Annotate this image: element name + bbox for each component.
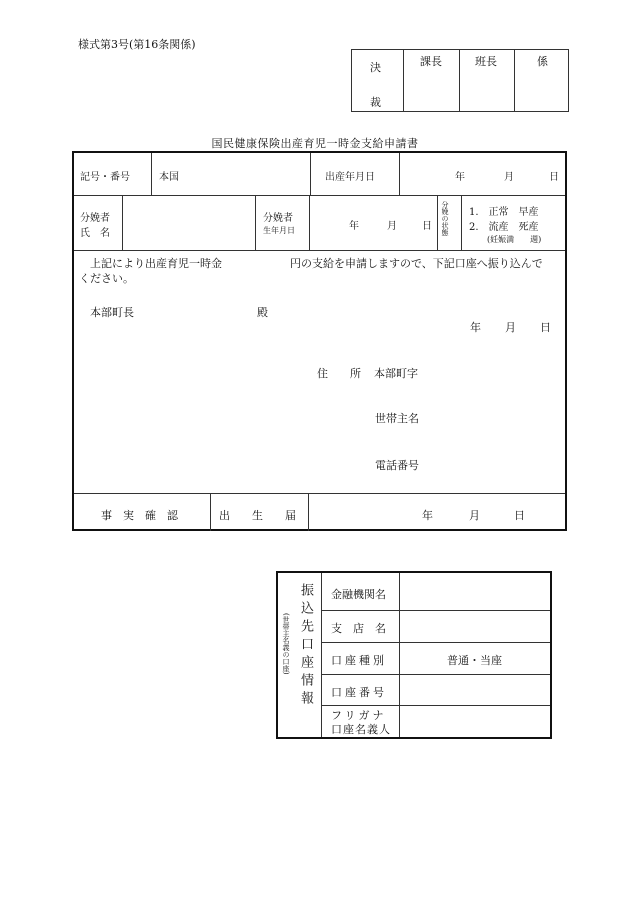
transfer-account-note: (世帯主名義の口座) [282,613,290,675]
date-month: 月 [505,321,516,334]
date-year: 年 [470,321,481,334]
mother-dob-label-2: 生年月日 [263,226,295,235]
account-type-label: 口座種別 [331,654,387,667]
account-type-value: 普通・当座 [447,654,502,667]
account-number-label: 口座番号 [331,686,387,699]
phone-label: 電話番号 [375,459,419,472]
birth-month: 月 [504,172,514,183]
report-year: 年 [422,509,433,522]
mother-name-label-1: 分娩者 [80,213,110,224]
report-month: 月 [469,509,480,522]
account-holder-label: 口座名義人 [331,723,391,736]
kigo-label: 記号・番号 [80,172,130,183]
status-line-3: (妊娠満 週) [487,235,542,244]
birth-year: 年 [455,172,465,183]
address-label: 住 所 [317,367,361,380]
status-line-2: 2. 流産 死産 [469,222,539,233]
approval-hancho: 班長 [475,55,497,68]
branch-label: 支 店 名 [331,622,386,635]
household-head-label: 世帯主名 [375,412,419,425]
form-number: 様式第3号(第16条関係) [78,38,196,51]
kigo-value: 本国 [159,172,179,183]
dob-year: 年 [349,221,359,232]
fact-check-label: 事 実 確 認 [101,509,178,522]
honorific: 殿 [257,306,268,319]
address-value: 本部町字 [374,367,418,380]
mother-name-label-2: 氏 名 [80,228,110,239]
institution-label: 金融機関名 [331,588,386,601]
approval-ketsu: 決 [370,61,381,74]
dob-month: 月 [387,221,397,232]
birth-report-label: 出 生 届 [219,509,296,522]
approval-sai: 裁 [370,96,381,109]
approval-kacho: 課長 [420,55,442,68]
mother-dob-label-1: 分娩者 [263,213,293,224]
delivery-status-label: 分娩の状態 [441,201,449,236]
dob-day: 日 [422,221,432,232]
request-text-b: 円の支給を申請しますので、下記口座へ振り込んで [290,257,543,270]
approval-grid [351,49,569,112]
request-text-a: 上記により出産育児一時金 [90,257,222,270]
form-title: 国民健康保険出産育児一時金支給申請書 [211,137,419,150]
birth-date-label: 出産年月日 [325,172,375,183]
date-day: 日 [540,321,551,334]
furigana-label: フリガナ [331,709,387,722]
approval-kakari: 係 [537,55,548,68]
addressee: 本部町長 [90,306,134,319]
bank-account-box [276,571,552,739]
report-day: 日 [514,509,525,522]
application-table [72,151,567,531]
status-line-1: 1. 正常 早産 [469,207,539,218]
birth-day: 日 [549,172,559,183]
transfer-account-title: 振込先口座情報 [298,583,313,709]
request-text-c: ください。 [79,272,134,285]
